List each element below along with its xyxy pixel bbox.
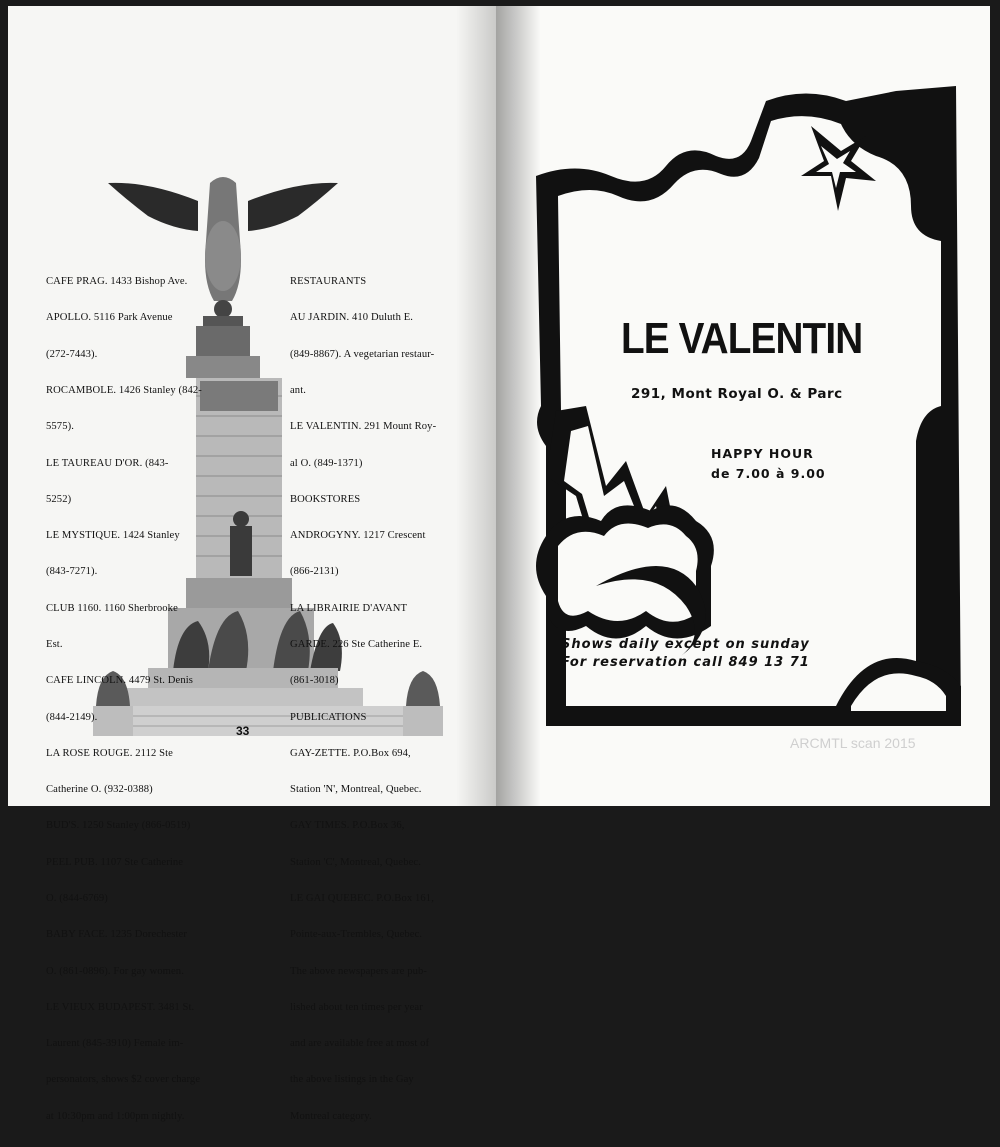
listing-line: personators, shows $2 cover charge — [46, 1074, 201, 1086]
section-heading-publications: PUBLICATIONS — [290, 711, 367, 723]
listing-line: BUD'S. 1250 Stanley (866-0519) — [46, 820, 191, 832]
listing-line: PEEL PUB. 1107 Ste Catherine — [46, 856, 184, 868]
listing-line: ROCAMBOLE. 1426 Stanley (842- — [46, 385, 202, 397]
scan-watermark: ARCMTL scan 2015 — [790, 735, 916, 751]
listing-line: APOLLO. 5116 Park Avenue — [46, 312, 173, 324]
listing-line: LE MYSTIQUE. 1424 Stanley — [46, 530, 180, 542]
listing-line: ant. — [290, 385, 306, 397]
listing-line: Catherine O. (932-0388) — [46, 784, 153, 796]
right-page — [496, 6, 990, 806]
listings-column-1 — [46, 252, 246, 1147]
left-page — [8, 6, 496, 1122]
listing-line: (866-2131) — [290, 566, 339, 578]
listings-column-2 — [290, 252, 470, 1147]
listing-line: CAFE PRAG. 1433 Bishop Ave. — [46, 276, 188, 288]
listing-line: Est. — [46, 639, 63, 650]
page-number: 33 — [236, 724, 250, 738]
listing-line: ANDROGYNY. 1217 Crescent — [290, 530, 426, 542]
listing-line: LE VALENTIN. 291 Mount Roy- — [290, 421, 437, 433]
listing-line: Station 'C', Montreal, Quebec. — [290, 856, 421, 868]
listing-line: CAFE LINCOLN. 4479 St. Denis — [46, 675, 193, 687]
listing-line: GAY TIMES. P.O.Box 36, — [290, 820, 405, 832]
listing-line: al O. (849-1371) — [290, 457, 363, 469]
listing-line: (272-7443). — [46, 348, 98, 360]
listing-line: (861-3018) — [290, 675, 339, 687]
listing-line: Montreal category. — [290, 1110, 372, 1122]
listing-line: 5575). — [46, 421, 74, 433]
listing-line: LA ROSE ROUGE. 2112 Ste — [46, 747, 173, 759]
listing-line: and are available free at most of — [290, 1038, 430, 1050]
listing-line: lished about ten times per year — [290, 1001, 423, 1013]
listing-line: GAY-ZETTE. P.O.Box 694, — [290, 747, 411, 759]
listing-line: 5252) — [46, 493, 72, 505]
listing-line: LA LIBRAIRIE D'AVANT — [290, 602, 408, 614]
listing-line: (843-7271). — [46, 566, 98, 578]
listing-line: Station 'N', Montreal, Quebec. — [290, 784, 422, 796]
ad-reservation-note: For reservation call 849 13 71 — [561, 655, 810, 670]
ad-shows-note: Shows daily except on sunday — [561, 637, 810, 652]
listing-line: The above newspapers are pub- — [290, 965, 428, 977]
listing-line: O. (844-6769) — [46, 892, 108, 904]
listing-line: Laurent (845-3910) Female im- — [46, 1038, 184, 1050]
ad-title: LE VALENTIN — [621, 314, 863, 363]
listing-line: O. (861-0896). For gay women. — [46, 965, 184, 977]
ad-happy-hour-times: de 7.00 à 9.00 — [711, 466, 826, 481]
listing-line: (844-2149). — [46, 711, 98, 723]
listing-line: the above listings in the Gay — [290, 1074, 414, 1086]
listing-line: LE GAI QUEBEC. P.O.Box 161, — [290, 892, 434, 904]
listing-line: at 10:30pm and 1:00pm nightly. — [46, 1110, 185, 1122]
listing-line: (849-8867). A vegetarian restaur- — [290, 348, 435, 360]
listing-line: GARDE. 226 Ste Catherine E. — [290, 639, 423, 650]
ad-address: 291, Mont Royal O. & Parc — [631, 386, 843, 402]
ad-frame-artwork — [516, 66, 976, 756]
ad-happy-hour-title: HAPPY HOUR — [711, 446, 814, 461]
listing-line: Pointe-aux-Trembles, Quebec. — [290, 929, 423, 941]
listing-line: LE VIEUX BUDAPEST. 3481 St. — [46, 1001, 195, 1013]
listing-line: AU JARDIN. 410 Duluth E. — [290, 312, 414, 324]
listing-line: LE TAUREAU D'OR. (843- — [46, 457, 169, 469]
section-heading-bookstores: BOOKSTORES — [290, 493, 361, 505]
listing-line: CLUB 1160. 1160 Sherbrooke — [46, 602, 178, 614]
section-heading-restaurants: RESTAURANTS — [290, 276, 367, 288]
listing-line: BABY FACE. 1235 Dorechester — [46, 929, 187, 941]
